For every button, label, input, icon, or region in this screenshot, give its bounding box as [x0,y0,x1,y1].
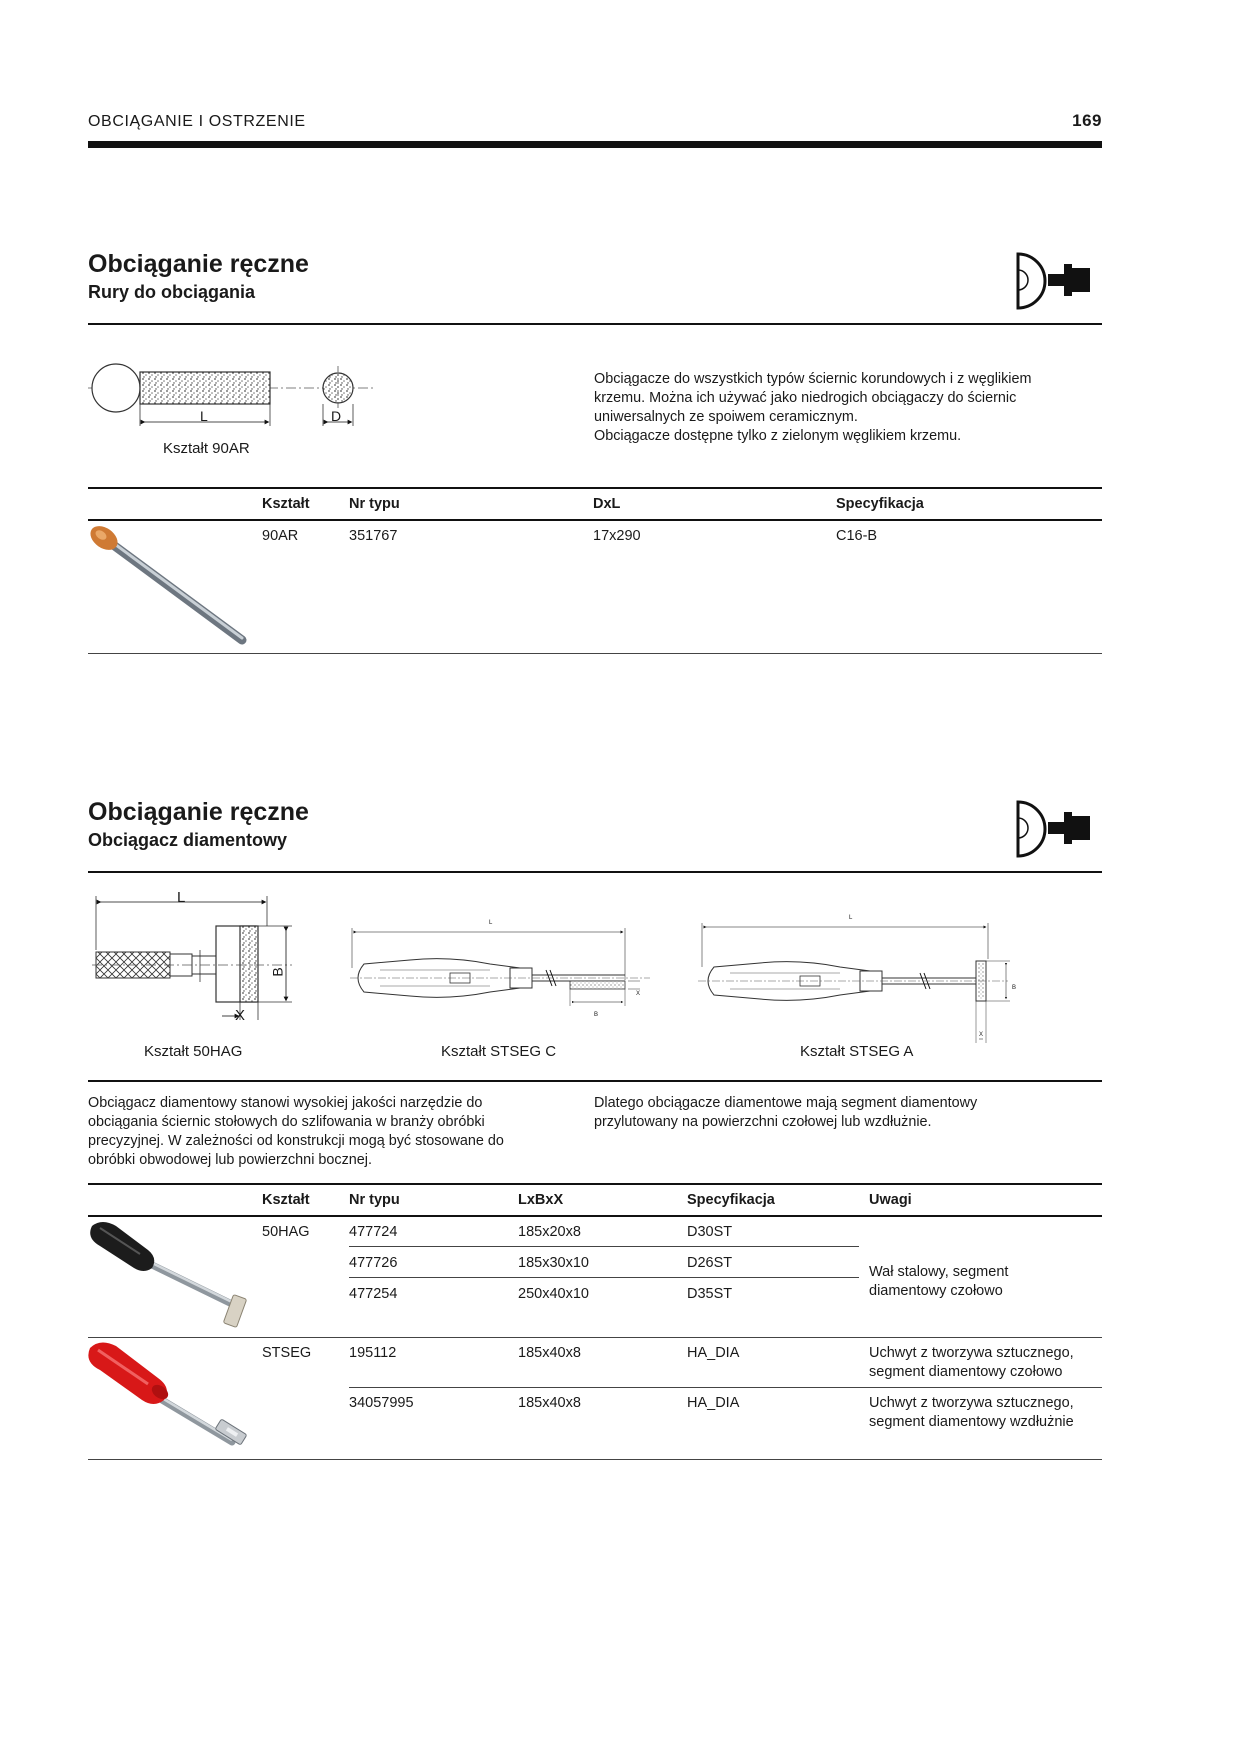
drawings-bottom-rule [88,1080,1102,1082]
table2-header-type: Nr typu [349,1192,400,1208]
table2-group1-note: Wał stalowy, segment diamentowy czołowo [869,1264,1009,1299]
dim-label-x-stseg-a: X [979,1032,984,1038]
table2-row-divider [349,1387,1102,1388]
table2-cell-size: 250x40x10 [518,1286,589,1302]
header-rule [88,141,1102,148]
table2-header-notes: Uwagi [869,1192,912,1208]
page-number: 169 [1072,111,1102,130]
table2-cell-type: 477726 [349,1255,398,1271]
table2-cell-spec: D30ST [687,1224,733,1240]
table1-bottom-rule [88,653,1102,654]
dim-label-l-stseg-a: L [849,915,853,921]
drawing-caption-50hag: Kształt 50HAG [144,1043,243,1060]
wheel-dressing-icon [1012,800,1102,858]
dresser-50hag-photo [86,1220,266,1330]
section2-title-rule [88,871,1102,873]
table2-group-divider [88,1337,1102,1338]
table2-cell-size: 185x30x10 [518,1255,589,1271]
table1-header-shape: Kształt [262,496,310,512]
dim-label-d: D [331,408,342,424]
shape-50hag-drawing [92,890,302,1020]
section1-subtitle: Rury do obciągania [88,282,256,302]
table2-group2-shape: STSEG [262,1345,312,1361]
table1-cell-size: 17x290 [593,528,641,544]
shape-stseg-a-drawing [698,915,1018,1045]
shape-90ar-drawing [88,360,398,430]
wheel-dressing-icon [1012,252,1102,310]
section1-title-rule [88,323,1102,325]
section2-title: Obciąganie ręczne [88,798,309,826]
table2-row-divider [349,1277,859,1278]
dim-label-l: L [200,408,208,424]
table1-header-spec: Specyfikacja [836,496,924,512]
table2-row-divider [349,1246,859,1247]
section2-subtitle: Obciągacz diamentowy [88,830,288,850]
dim-label-b-stseg-c: B [594,1012,599,1018]
table2-cell-type: 477724 [349,1224,398,1240]
dim-label-l-50hag: L [177,889,186,906]
table2-cell-note: Uchwyt z tworzywa sztucznego, segment diamentowy czołowo [869,1345,1074,1380]
table2-cell-spec: HA_DIA [687,1345,740,1361]
table2-cell-spec: D35ST [687,1286,733,1302]
section2-description-left: Obciągacz diamentowy stanowi wysokiej jakości narzędzie do obciągania ściernic stołowych do szlifowania w branży obróbki precyzyjnej. W zależności od konstrukcji mogą być stosowane do obróbki obwodowej lub powierzchni bocznej. [88,1095,504,1168]
table2-header-shape: Kształt [262,1192,310,1208]
drawing-caption-90ar: Kształt 90AR [163,440,250,457]
table2-cell-spec: D26ST [687,1255,733,1271]
dim-label-x-50hag: X [235,1007,246,1024]
section2-description-right: Dlatego obciągacze diamentowe mają segment diamentowy przylutowany na powierzchni czołowej lub wzdłużnie. [594,1095,978,1130]
table2-header-spec: Specyfikacja [687,1192,775,1208]
shape-stseg-c-drawing [350,920,655,1020]
table2-header-size: LxBxX [518,1192,564,1208]
table2-cell-size: 185x40x8 [518,1345,581,1361]
dim-label-x-stseg-c: X [636,991,641,997]
table1-cell-shape: 90AR [262,528,299,544]
table2-header-rule [88,1215,1102,1217]
table1-header-size: DxL [593,496,621,512]
drawing-caption-stseg-c: Kształt STSEG C [441,1043,557,1060]
table1-header-rule [88,519,1102,521]
section1-title: Obciąganie ręczne [88,250,309,278]
table2-cell-size: 185x20x8 [518,1224,581,1240]
table2-cell-spec: HA_DIA [687,1395,740,1411]
table2-cell-type: 195112 [349,1345,397,1361]
dim-label-b-stseg-a: B [1012,985,1017,991]
table2-cell-type: 34057995 [349,1395,414,1411]
dresser-stseg-photo [86,1340,266,1460]
table2-group1-shape: 50HAG [262,1224,310,1240]
dim-label-b-50hag: B [269,967,286,977]
table2-top-rule [88,1183,1102,1185]
table1-cell-type: 351767 [349,528,398,544]
dressing-tube-photo [84,522,254,647]
table2-cell-size: 185x40x8 [518,1395,581,1411]
dim-label-l-stseg-c: L [489,920,493,926]
table1-header-type: Nr typu [349,496,400,512]
table1-top-rule [88,487,1102,489]
running-header-title: OBCIĄGANIE I OSTRZENIE [88,113,306,130]
table2-cell-note: Uchwyt z tworzywa sztucznego, segment diamentowy wzdłużnie [869,1395,1074,1430]
section1-description: Obciągacze do wszystkich typów ściernic korundowych i z węglikiem krzemu. Można ich używać jako niedrogich obciągaczy do ściernic uniwersalnych ze spoiwem ceramicznym. Obciągacze dostępne tylko z zielonym węglikiem krzemu. [594,371,1032,444]
table2-bottom-rule [88,1459,1102,1460]
table2-cell-type: 477254 [349,1286,398,1302]
drawing-caption-stseg-a: Kształt STSEG A [800,1043,914,1060]
table1-cell-spec: C16-B [836,528,878,544]
